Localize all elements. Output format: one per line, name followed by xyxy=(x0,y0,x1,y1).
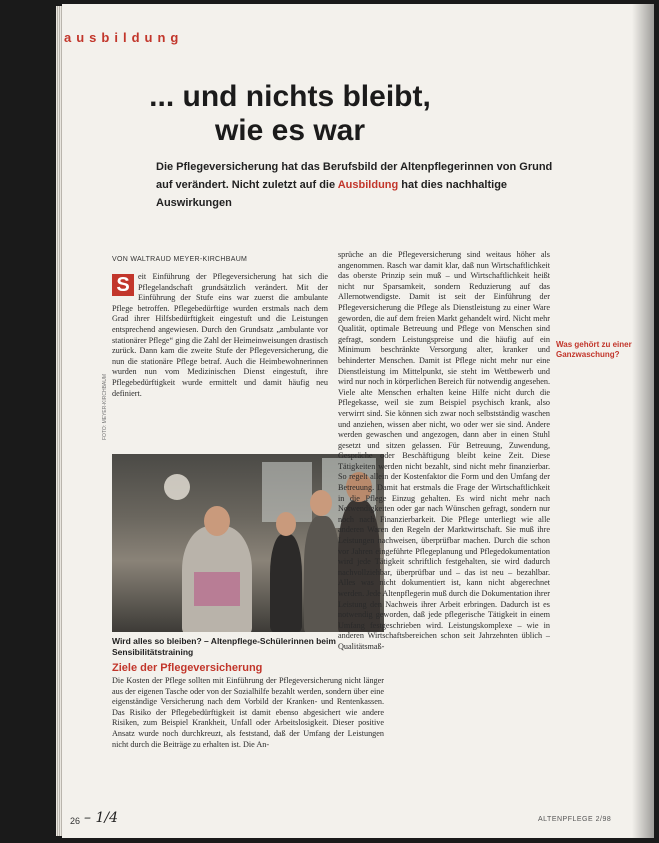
column-2-text: sprüche an die Pflegeversicherung sind weitaus höher als angenommen. Rasch war damit klar, daß nun Wirtschaftlichkeit das oberste Prinzip sein muß – und Wirtschaftlichkeit heißt nicht nur Sparsamkeit, sondern Reduzierung auf das Allernotwendigste. Damit ist seit der Einführung der Pflegeversicherung die Pflege als Dienstleistung zu einer Ware geworden, die auf dem freien Markt gehandelt wird. Nicht mehr Qualität, optimale Betreuung und Pflege von Menschen sind gefragt, sondern Leistungspreise und die häufig auf ein Minimum beschränkte Versorgung alter, kranker und behinderter Menschen. Damit ist Pflege nicht mehr nur eine Dienstleistung im Mittelpunkt, sie steht im Wettbewerb und wird nur noch in körperlichen Bereich für notwendig angesehen. Viele alte Menschen erhalten keine Hilfe nicht durch die Pflegekasse, weil sie zum Beispiel psychisch krank, also verwirrt sind. Sie können sich zwar noch selbstständig waschen und anziehen, wissen aber nicht, wo oder wer sie sind. Andere werden gewaschen und angezogen, dann aber in einen Stuhl gesetzt und sitzen gelassen. Für Betreuung, Zuwendung, Gespräche oder Beschäftigung bleibt keine Zeit. Diese Tätigkeiten werden nicht bezahlt, sind nicht mehr finanzierbar. So regelt allein der Kostenfaktor die Form und den Umfang der Betreuung. Damit hat erstmals die Frage der Wirtschaftlichkeit in die Pflege Einzug gehalten. Es wird nicht mehr nach Notwendigkeiten oder gar nach Wünschen gefragt, sondern nur noch nach Finanzierbarkeit. Die Pflege unterliegt wie alle anderen Waren den Regeln der Marktwirtschaft. Sie muß ihre Leistungen nachweisen, überprüfbar machen. Durch die schon vor Jahren eingeführte Pflegeplanung und Pflegedokumentation wird jede Tätigkeit schriftlich festgehalten, sie wird dadurch nachvollziehbar, überprüfbar und – das ist neu – bezahlbar. Alles was nicht dokumentiert ist, kann nicht abgerechnet werden. Jede Altenpflegerin muß durch die Dokumentation ihrer Leistung den Nachweis ihrer Arbeit erbringen. Dadurch ist es notwendig geworden, daß jede pflegerische Tätigkeit in einem Umfang festgeschrieben wird. Leistungskomplexe – wie in anderen Wirtschaftsbereichen schon seit Jahrzehnten üblich – Qualitätsmaß- xyxy=(338,250,550,651)
handwritten-note: – 1/4 xyxy=(84,810,118,826)
magazine-name: ALTENPFLEGE 2/98 xyxy=(538,816,612,823)
page-number: 26 xyxy=(70,816,81,826)
person-student xyxy=(270,534,302,632)
body-column-1 xyxy=(112,272,328,426)
photo-credit: FOTO: MEYER-KIRCHBAUM xyxy=(102,373,108,440)
headline xyxy=(110,80,470,148)
person-head xyxy=(310,490,332,516)
column-1-text-box xyxy=(112,272,328,426)
person-head xyxy=(204,506,230,536)
photo-caption: Wird alles so bleiben? – Altenpflege-Schülerinnen beim Sensibilitätstraining xyxy=(112,636,336,657)
column-3-text: Die Kosten der Pflege sollten mit Einführung der Pflegeversicherung nicht länger aus der eigenen Tasche oder von der Sozialhilfe bezahlt werden, sondern über eine eigenständige Versicherung nach dem Vorbild der Kranken- und Rentenkassen. Das Risiko der Pflegebedürftigkeit ist damit ebenso abgesichert wie andere Risiken, zum Beispiel Krankheit, Unfall oder Arbeitslosigkeit. Dieser positive Ansatz wurde noch durchkreuzt, als feststand, daß der Umfang der Leistungen nicht durch die Beiträge zu erhalten ist. Die An- xyxy=(112,676,384,749)
column-1-text: eit Einführung der Pflegeversicherung hat sich die Pflegelandschaft grundsätzlich verändert. Mit der Einführung der Stufe eins war zuerst die ambulante Pflege betroffen. Pflegebedürftige wurden erstmals nach dem Grad ihrer Hilfsbedürftigkeit eingestuft und die Leistungen entsprechend angewiesen. Durch den Grundsatz „ambulante vor stationärer Pflege“ ging die Zahl der Heimeinweisungen drastisch zurück. Dann kam die zweite Stufe der Pflegeversicherung, die nun die stationäre Pflege betraf. Auch die Heimbewohnerinnen wurden nun vom Medizinischen Dienst eingestuft, ihre Pflegebedürftigkeit wurde ermittelt und damit häufig neu definiert. xyxy=(112,272,328,398)
lead-highlight: Ausbildung xyxy=(337,179,399,191)
body-column-2 xyxy=(338,250,550,796)
lead-text-end: hat dies nachhaltige Auswirkungen xyxy=(156,179,508,209)
lamp xyxy=(164,474,190,500)
person-head xyxy=(276,512,296,536)
person-student xyxy=(304,516,340,632)
byline: VON WALTRAUD MEYER-KIRCHBAUM xyxy=(112,256,248,263)
column-2-text-box xyxy=(338,250,550,796)
lead-text-start: Die Pflegeversicherung hat das Berufsbild der Altenpflegerinnen von Grund auf verändert. Nicht zuletzt auf die xyxy=(156,161,553,191)
drop-cap: S xyxy=(112,274,134,296)
gift-box xyxy=(194,572,240,606)
spine-shadow xyxy=(632,4,654,838)
headline-line-2: wie es war xyxy=(214,114,366,147)
margin-question: Was gehört zu einer Ganzwaschung? xyxy=(556,340,632,359)
section-subhead: Ziele der Pflegeversicherung xyxy=(112,662,263,674)
section-label: ausbildung xyxy=(64,30,184,45)
lead-paragraph xyxy=(156,158,556,212)
headline-line-1: ... und nichts bleibt, xyxy=(149,80,431,113)
